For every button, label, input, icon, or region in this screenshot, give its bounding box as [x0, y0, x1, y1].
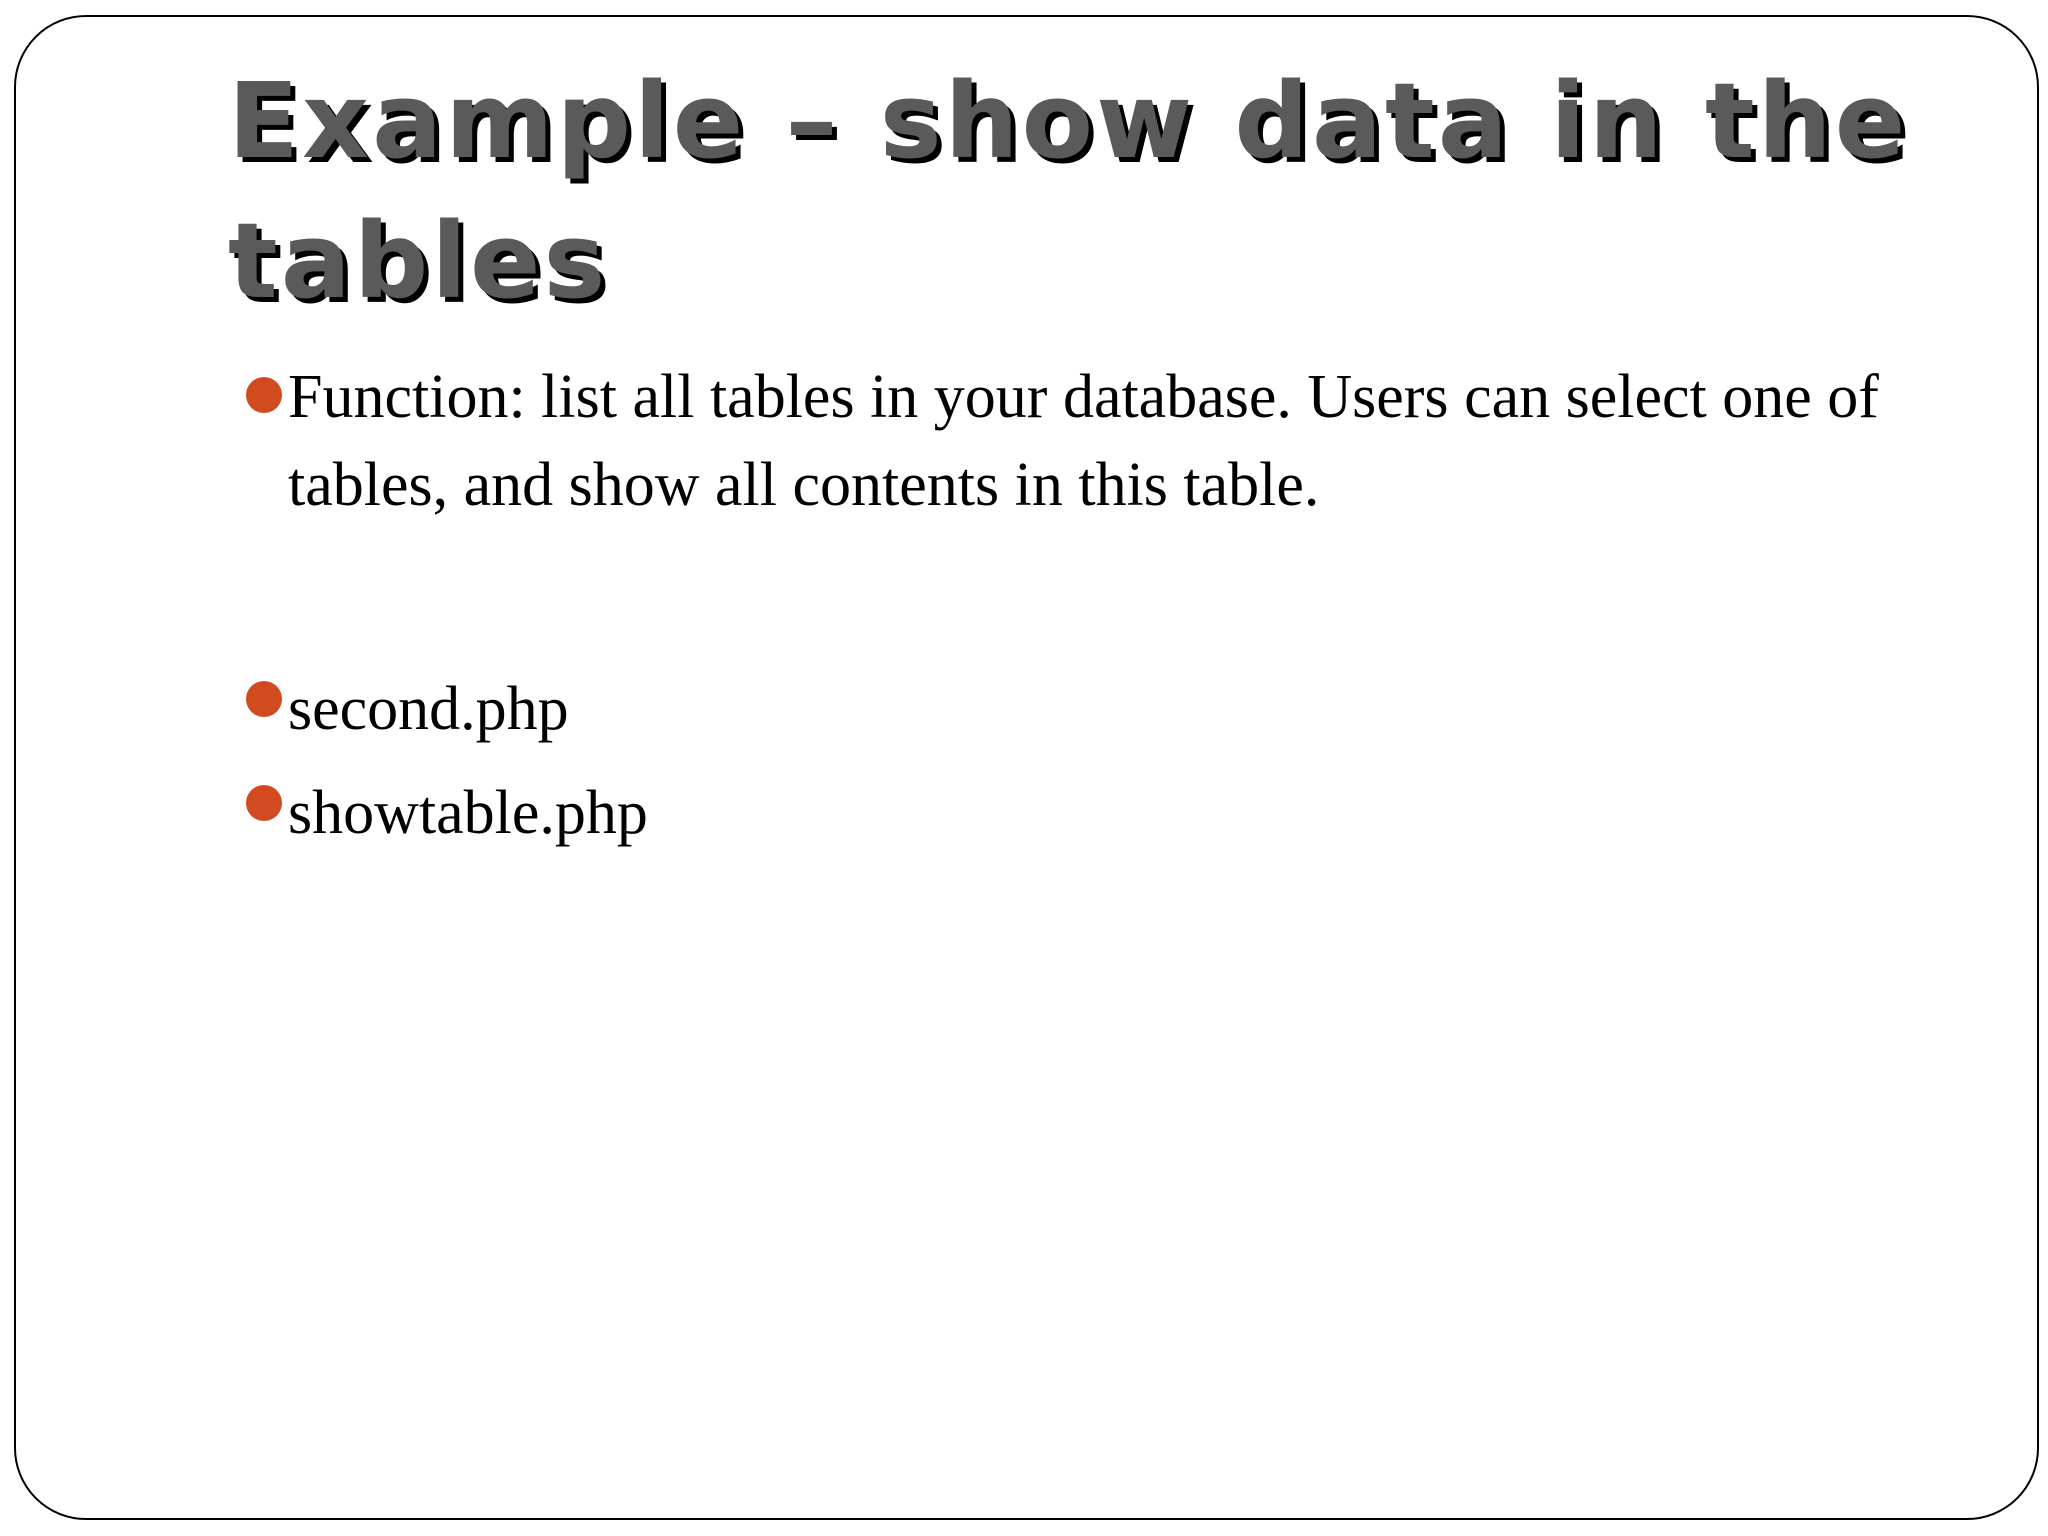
slide-frame [14, 15, 2039, 1520]
bullet-dot-icon [246, 785, 282, 821]
bullet-item-showtable-php [228, 761, 1948, 865]
bullet-dot-icon [246, 681, 282, 717]
bullet-dot-icon [246, 377, 282, 413]
bullet-text: second.php [288, 675, 569, 743]
bullet-spacer [228, 529, 1948, 657]
bullet-list [228, 353, 1948, 865]
slide-title: Example – show data in the tables [228, 60, 1909, 322]
bullet-item-second-php [228, 657, 1948, 761]
bullet-item-function [228, 353, 1948, 529]
bullet-text: showtable.php [288, 779, 648, 847]
bullet-text: Function: list all tables in your database. Users can select one of tables, and show all contents in this table. [288, 363, 1879, 519]
